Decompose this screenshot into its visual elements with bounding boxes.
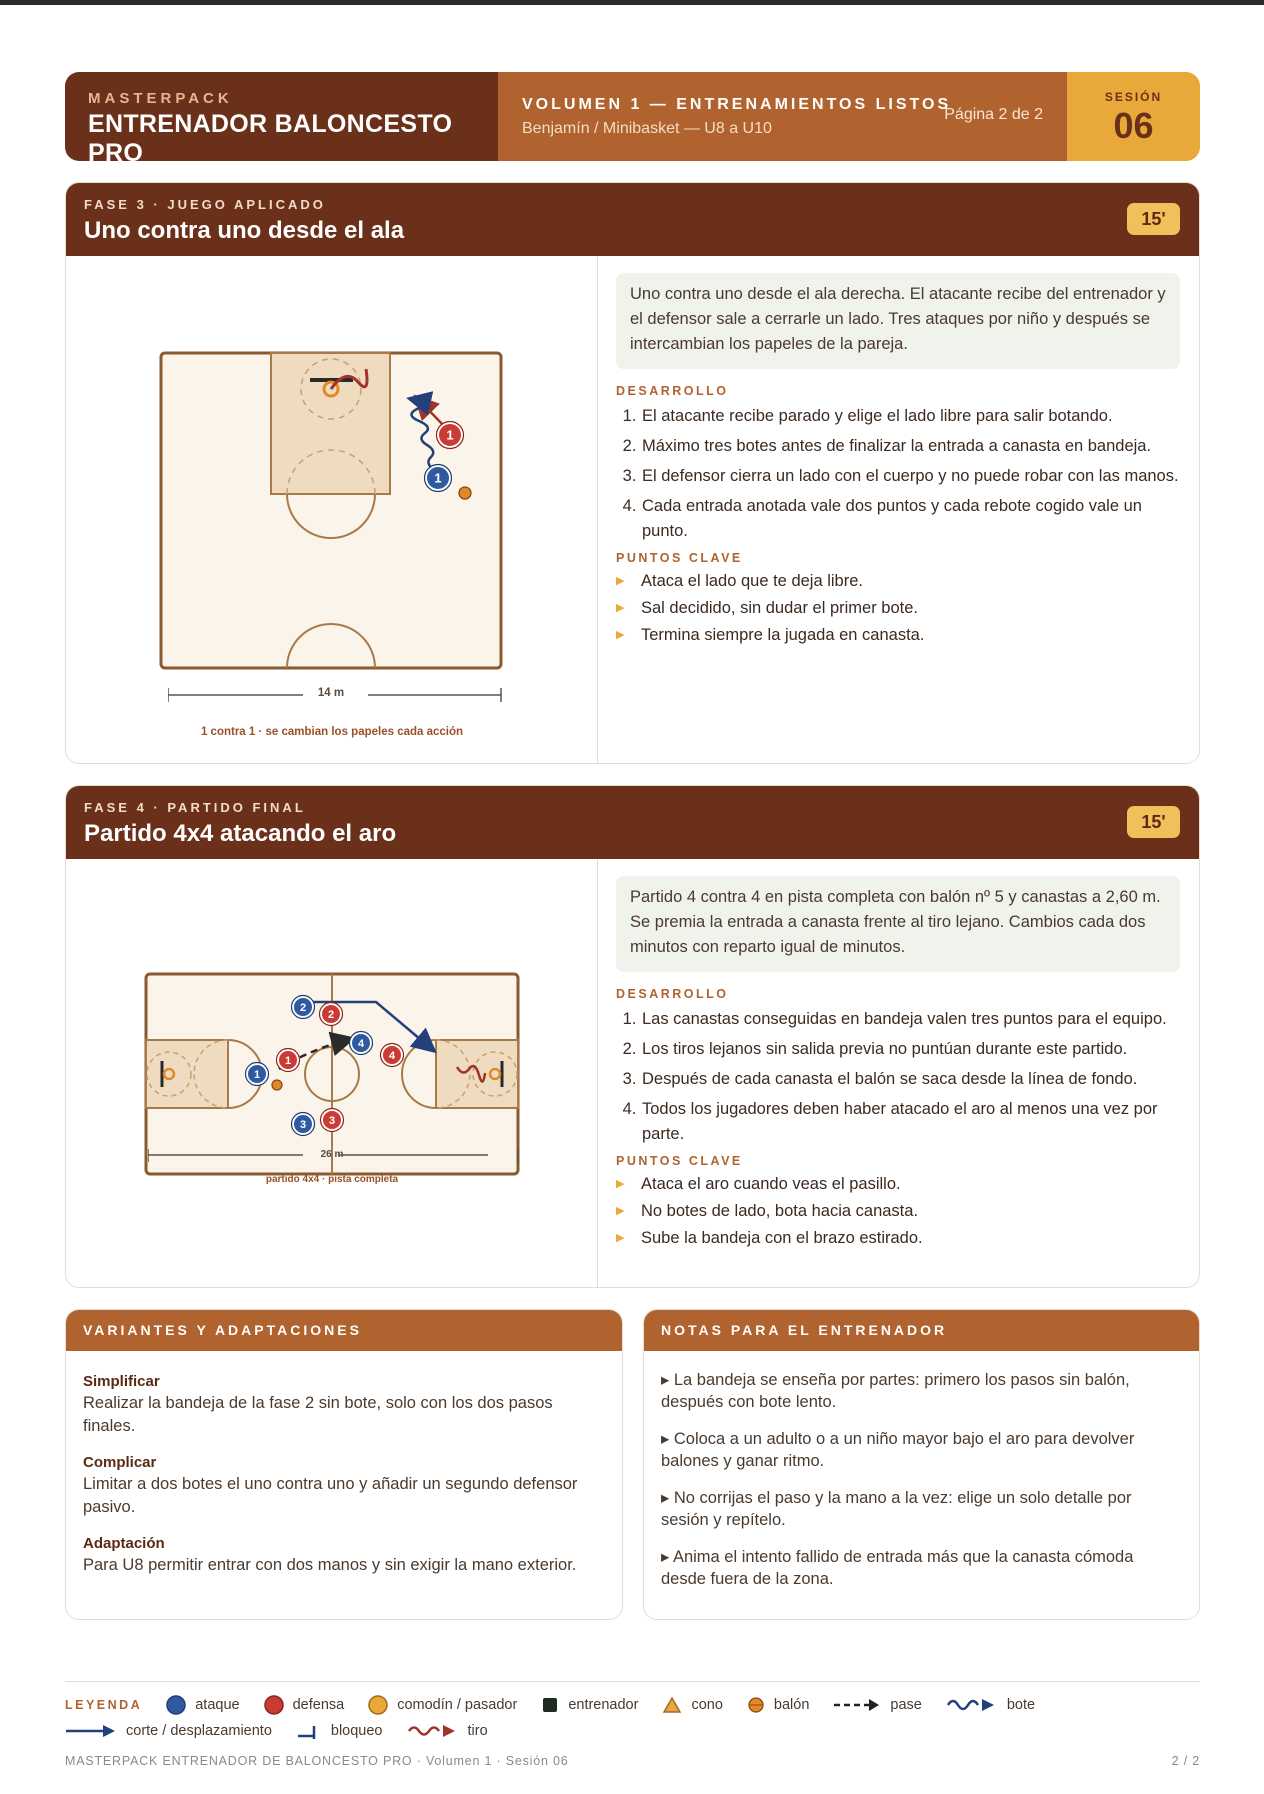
legend-item: [264, 1692, 345, 1718]
session-header: [65, 72, 1200, 161]
key-points-label: PUNTOS CLAVE: [616, 551, 743, 565]
legend-item: [65, 1718, 272, 1744]
diagram-caption: 1 contra 1 · se cambian los papeles cada acción: [200, 726, 464, 738]
development-label: DESARROLLO: [616, 987, 729, 1001]
step-item: 4. Cada entrada anotada vale dos puntos y cada rebote cogido vale un punto.: [641, 494, 1180, 544]
variant-text: Limitar a dos botes el uno contra uno y añadir un segundo defensor pasivo.: [83, 1475, 578, 1516]
variant-item: [83, 1454, 605, 1519]
variant-text: Para U8 permitir entrar con dos manos y sin exigir la mano exterior.: [83, 1556, 577, 1574]
page-indicator: Página 2 de 2: [944, 106, 1043, 123]
phase-card-3: [65, 182, 1200, 764]
defender-token: [277, 1049, 300, 1072]
key-points-label: PUNTOS CLAVE: [616, 1154, 743, 1168]
variant-title: Adaptación: [83, 1535, 165, 1552]
player-number: 4: [388, 1049, 396, 1062]
legend-item: [407, 1718, 488, 1744]
player-number: 2: [327, 1008, 335, 1021]
key-point: ▶ No botes de lado, bota hacia canasta.: [616, 1200, 1180, 1222]
variants-box: [65, 1309, 623, 1620]
phase-kicker: FASE 3 · JUEGO APLICADO: [84, 197, 326, 212]
phase-description: [598, 256, 1199, 763]
attacker-token: [350, 1032, 373, 1055]
defender-token: [320, 1003, 343, 1026]
volume-subtitle: Benjamín / Minibasket — U8 a U10: [522, 119, 772, 137]
notes-list: [644, 1351, 1199, 1590]
ball-icon: [747, 1696, 765, 1714]
phase-description: [598, 859, 1199, 1287]
variants-title: VARIANTES Y ADAPTACIONES: [66, 1310, 622, 1351]
session-label: SESIÓN: [1104, 89, 1163, 104]
key-point: ▶ Sal decidido, sin dudar el primer bote.: [616, 597, 1180, 619]
note-item: ▸ Anima el intento fallido de entrada más que la canasta cómoda desde fuera de la zona.: [661, 1548, 1134, 1588]
legend: [65, 1692, 1200, 1744]
legend-item-label: ataque: [195, 1697, 240, 1713]
step-item: 2. Los tiros lejanos sin salida previa no puntúan durante este partido.: [641, 1037, 1180, 1062]
attacker-token: [292, 1113, 315, 1136]
attack-circle-icon: [166, 1695, 186, 1715]
note-item: ▸ Coloca a un adulto o a un niño mayor bajo el aro para devolver balones y ganar ritmo.: [661, 1430, 1135, 1470]
session-badge: [1067, 72, 1200, 161]
key-points: [616, 1173, 1180, 1249]
defender-token: [437, 422, 464, 449]
legend-item: [368, 1692, 517, 1718]
note-item: ▸ La bandeja se enseña por partes: primero los pasos sin balón, después con bote lento.: [661, 1371, 1130, 1411]
variant-title: Simplificar: [83, 1373, 160, 1390]
legend-item: [946, 1692, 1035, 1718]
defense-circle-icon: [264, 1695, 284, 1715]
development-steps: [616, 404, 1180, 544]
dribble-arrow-icon: [946, 1697, 998, 1713]
measure-label: 14 m: [317, 687, 345, 699]
legend-item-label: bloqueo: [330, 1723, 383, 1739]
legend-item-label: defensa: [292, 1697, 345, 1713]
legend-item: [166, 1692, 239, 1718]
development-steps: [616, 1007, 1180, 1147]
legend-item: [747, 1692, 809, 1718]
key-point: ▶ Ataca el lado que te deja libre.: [616, 570, 1180, 592]
legend-item-label: corte / desplazamiento: [126, 1723, 272, 1739]
header-kicker: MASTERPACK: [88, 90, 233, 107]
variants-list: [66, 1351, 622, 1577]
cut-arrow-icon: [65, 1724, 117, 1738]
session-number: 06: [1113, 104, 1154, 146]
defender-token: [321, 1109, 344, 1132]
phase-duration-badge: 15': [1127, 806, 1180, 838]
attacker-token: [292, 996, 315, 1019]
player-tokens: [66, 256, 598, 696]
phase-header: [66, 183, 1199, 256]
defender-token: [381, 1044, 404, 1067]
variant-text: Realizar la bandeja de la fase 2 sin bote, solo con los dos pasos finales.: [83, 1394, 553, 1435]
coach-notes-box: [643, 1309, 1200, 1620]
legend-item: [541, 1692, 638, 1718]
key-point: ▶ Termina siempre la jugada en canasta.: [616, 624, 1180, 646]
footer-title: MASTERPACK ENTRENADOR DE BALONCESTO PRO · Volumen 1 · Sesión 06: [65, 1754, 569, 1768]
phase-card-4: [65, 785, 1200, 1288]
phase-title: Partido 4x4 atacando el aro: [84, 820, 397, 847]
phase-body: [66, 256, 1199, 763]
step-item: 3. Después de cada canasta el balón se saca desde la línea de fondo.: [641, 1067, 1180, 1092]
player-number: 4: [357, 1037, 365, 1050]
ball-marker: [459, 487, 471, 499]
pass-arrow-icon: [833, 1698, 881, 1712]
coach-square-icon: [541, 1696, 559, 1714]
phase-body: [66, 859, 1199, 1287]
key-point: ▶ Ataca el aro cuando veas el pasillo.: [616, 1173, 1180, 1195]
phase-kicker: FASE 4 · PARTIDO FINAL: [84, 800, 306, 815]
legend-label: LEYENDA: [65, 1698, 143, 1712]
note-item: ▸ No corrijas el paso y la mano a la vez: elige un solo detalle por sesión y repítelo.: [661, 1489, 1132, 1529]
variant-title: Complicar: [83, 1454, 157, 1471]
phase-intro: Partido 4 contra 4 en pista completa con balón nº 5 y canastas a 2,60 m. Se premia la entrada a canasta frente al tiro lejano. Cambios cada dos minutos con reparto igual de minutos.: [616, 876, 1180, 972]
phase-diagram: [66, 859, 598, 1287]
legend-item-label: comodín / pasador: [397, 1697, 518, 1713]
legend-item-label: entrenador: [568, 1697, 639, 1713]
top-rule: [0, 0, 1264, 5]
variant-item: [83, 1535, 605, 1577]
player-number: 3: [328, 1114, 336, 1127]
notes-title: NOTAS PARA EL ENTRENADOR: [644, 1310, 1199, 1351]
phase-diagram: [66, 256, 598, 763]
player-tokens: [66, 859, 598, 1288]
wildcard-circle-icon: [368, 1695, 388, 1715]
legend-item-label: bote: [1006, 1697, 1036, 1713]
step-item: 1. Las canastas conseguidas en bandeja valen tres puntos para el equipo.: [641, 1007, 1180, 1032]
player-number: 1: [284, 1054, 292, 1067]
legend-item: [662, 1692, 722, 1718]
legend-item: [296, 1718, 383, 1744]
player-number: 3: [299, 1118, 307, 1131]
header-brand: [65, 72, 498, 161]
ball-marker: [272, 1080, 282, 1090]
player-number: 2: [299, 1001, 307, 1014]
player-number: 1: [446, 427, 454, 443]
legend-item: [833, 1692, 921, 1718]
step-item: 2. Máximo tres botes antes de finalizar la entrada a canasta en bandeja.: [641, 434, 1180, 459]
phase-intro: Uno contra uno desde el ala derecha. El atacante recibe del entrenador y el defensor sale a cerrarle un lado. Tres ataques por niño y después se intercambian los papeles de la pareja.: [616, 273, 1180, 369]
player-number: 1: [434, 470, 442, 486]
phase-header: [66, 786, 1199, 859]
legend-item-label: balón: [773, 1697, 810, 1713]
screen-icon: [296, 1722, 322, 1740]
player-number: 1: [253, 1068, 261, 1081]
shot-arrow-icon: [407, 1723, 459, 1739]
development-label: DESARROLLO: [616, 384, 729, 398]
header-title: ENTRENADOR BALONCESTO PRO: [88, 110, 453, 161]
header-volume: [498, 72, 1067, 161]
step-item: 4. Todos los jugadores deben haber atacado el aro al menos una vez por parte.: [641, 1097, 1180, 1147]
attacker-token: [246, 1063, 269, 1086]
phase-title: Uno contra uno desde el ala: [84, 217, 405, 244]
legend-item-label: pase: [890, 1697, 922, 1713]
footer-page-number: 2 / 2: [1171, 1754, 1200, 1768]
variant-item: [83, 1373, 605, 1438]
attacker-token: [425, 465, 452, 492]
cone-icon: [662, 1696, 682, 1714]
page-footer: [65, 1754, 1200, 1768]
volume-title: VOLUMEN 1 — ENTRENAMIENTOS LISTOS: [522, 95, 952, 113]
legend-item-label: tiro: [467, 1723, 488, 1739]
key-point: ▶ Sube la bandeja con el brazo estirado.: [616, 1227, 1180, 1249]
legend-divider: [65, 1681, 1200, 1682]
step-item: 3. El defensor cierra un lado con el cuerpo y no puede robar con las manos.: [641, 464, 1180, 489]
key-points: [616, 570, 1180, 646]
legend-item-label: cono: [691, 1697, 723, 1713]
step-item: 1. El atacante recibe parado y elige el lado libre para salir botando.: [641, 404, 1180, 429]
diagram-caption: partido 4x4 · pista completa: [265, 1174, 399, 1185]
measure-label: 26 m: [320, 1149, 344, 1160]
phase-duration-badge: 15': [1127, 203, 1180, 235]
